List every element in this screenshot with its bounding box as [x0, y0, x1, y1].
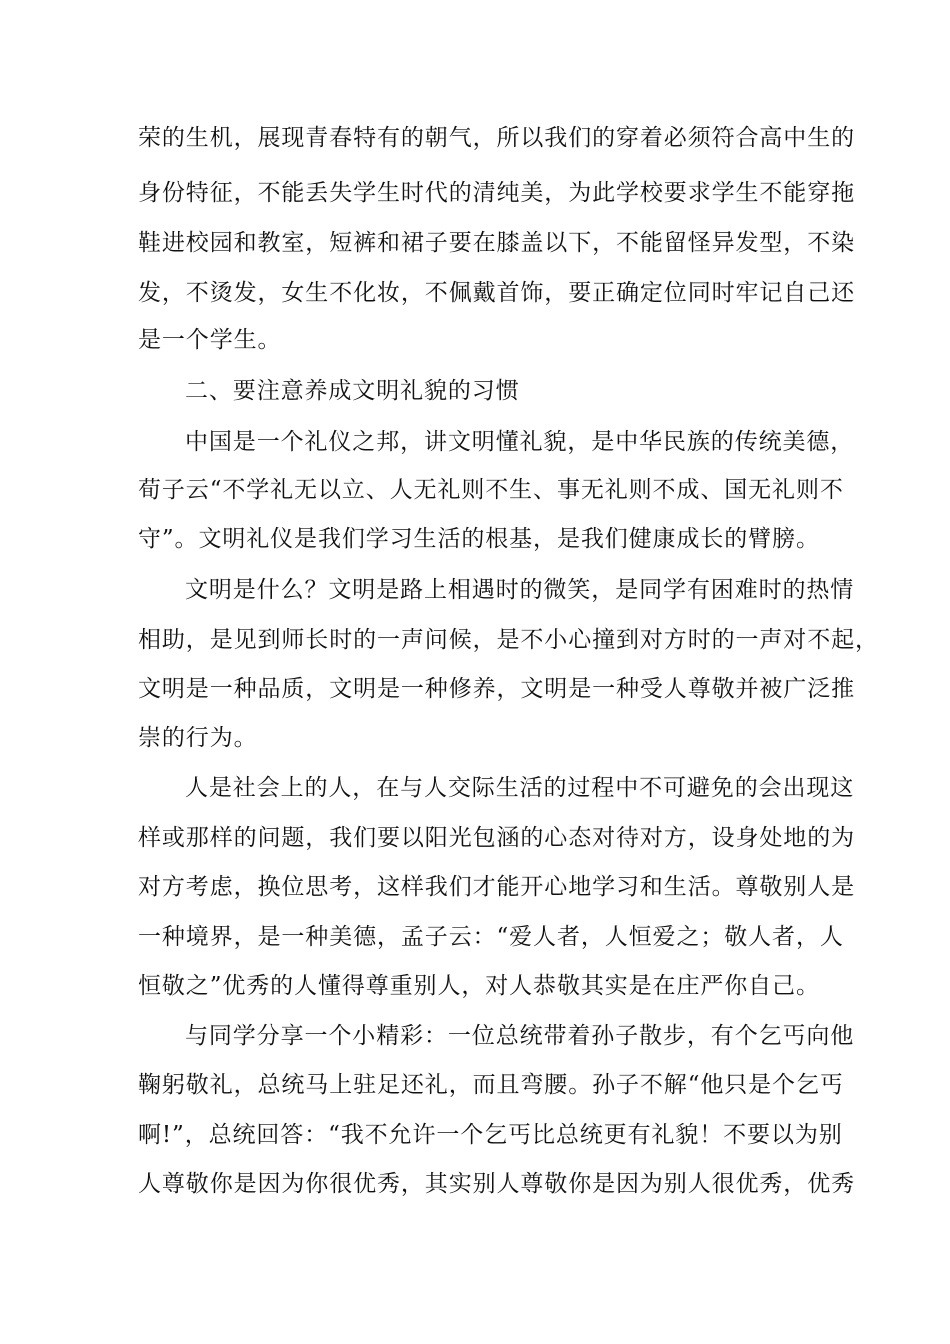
text-line: 样或那样的问题，我们要以阳光包涵的心态对待对方，设身处地的为 [138, 825, 855, 851]
text-line: 文明是一种品质，文明是一种修养，文明是一种受人尊敬并被广泛推 [138, 676, 855, 702]
text-line: 文明是什么？文明是路上相遇时的微笑，是同学有困难时的热情 [185, 577, 855, 603]
text-line: 鞋进校园和教室，短裤和裙子要在膝盖以下，不能留怪异发型，不染 [138, 230, 855, 256]
text-line: 恒敬之”优秀的人懂得尊重别人，对人恭敬其实是在庄严你自己。 [138, 973, 820, 999]
text-line: 中国是一个礼仪之邦，讲文明懂礼貌，是中华民族的传统美德， [185, 429, 855, 455]
text-line: 人尊敬你是因为你很优秀，其实别人尊敬你是因为别人很优秀，优秀 [138, 1171, 855, 1197]
text-line: 一种境界，是一种美德，孟子云：“爱人者，人恒爱之；敬人者，人 [138, 924, 844, 950]
text-line: 崇的行为。 [138, 725, 258, 751]
text-line: 与同学分享一个小精彩：一位总统带着孙子散步，有个乞丐向他 [185, 1023, 855, 1049]
text-line: 相助，是见到师长时的一声问候，是不小心撞到对方时的一声对不起， [138, 627, 879, 653]
text-line: 对方考虑，换位思考，这样我们才能开心地学习和生活。尊敬别人是 [138, 874, 855, 900]
text-line: 身份特征，不能丢失学生时代的清纯美，为此学校要求学生不能穿拖 [138, 180, 855, 206]
text-line: 守”。文明礼仪是我们学习生活的根基，是我们健康成长的臂膀。 [138, 526, 820, 552]
text-line: 啊!”，总统回答：“我不允许一个乞丐比总统更有礼貌！不要以为别 [138, 1122, 843, 1148]
text-line: 鞠躬敬礼，总统马上驻足还礼，而且弯腰。孙子不解“他只是个乞丐 [138, 1072, 844, 1098]
text-line: 荀子云“不学礼无以立、人无礼则不生、事无礼则不成、国无礼则不 [138, 477, 844, 503]
text-line: 发，不烫发，女生不化妆，不佩戴首饰，要正确定位同时牢记自己还 [138, 280, 855, 306]
text-line: 荣的生机，展现青春特有的朝气，所以我们的穿着必须符合高中生的 [138, 125, 855, 151]
text-line: 人是社会上的人，在与人交际生活的过程中不可避免的会出现这 [185, 775, 855, 801]
section-heading: 二、要注意养成文明礼貌的习惯 [185, 378, 520, 404]
text-line: 是一个学生。 [138, 327, 282, 353]
